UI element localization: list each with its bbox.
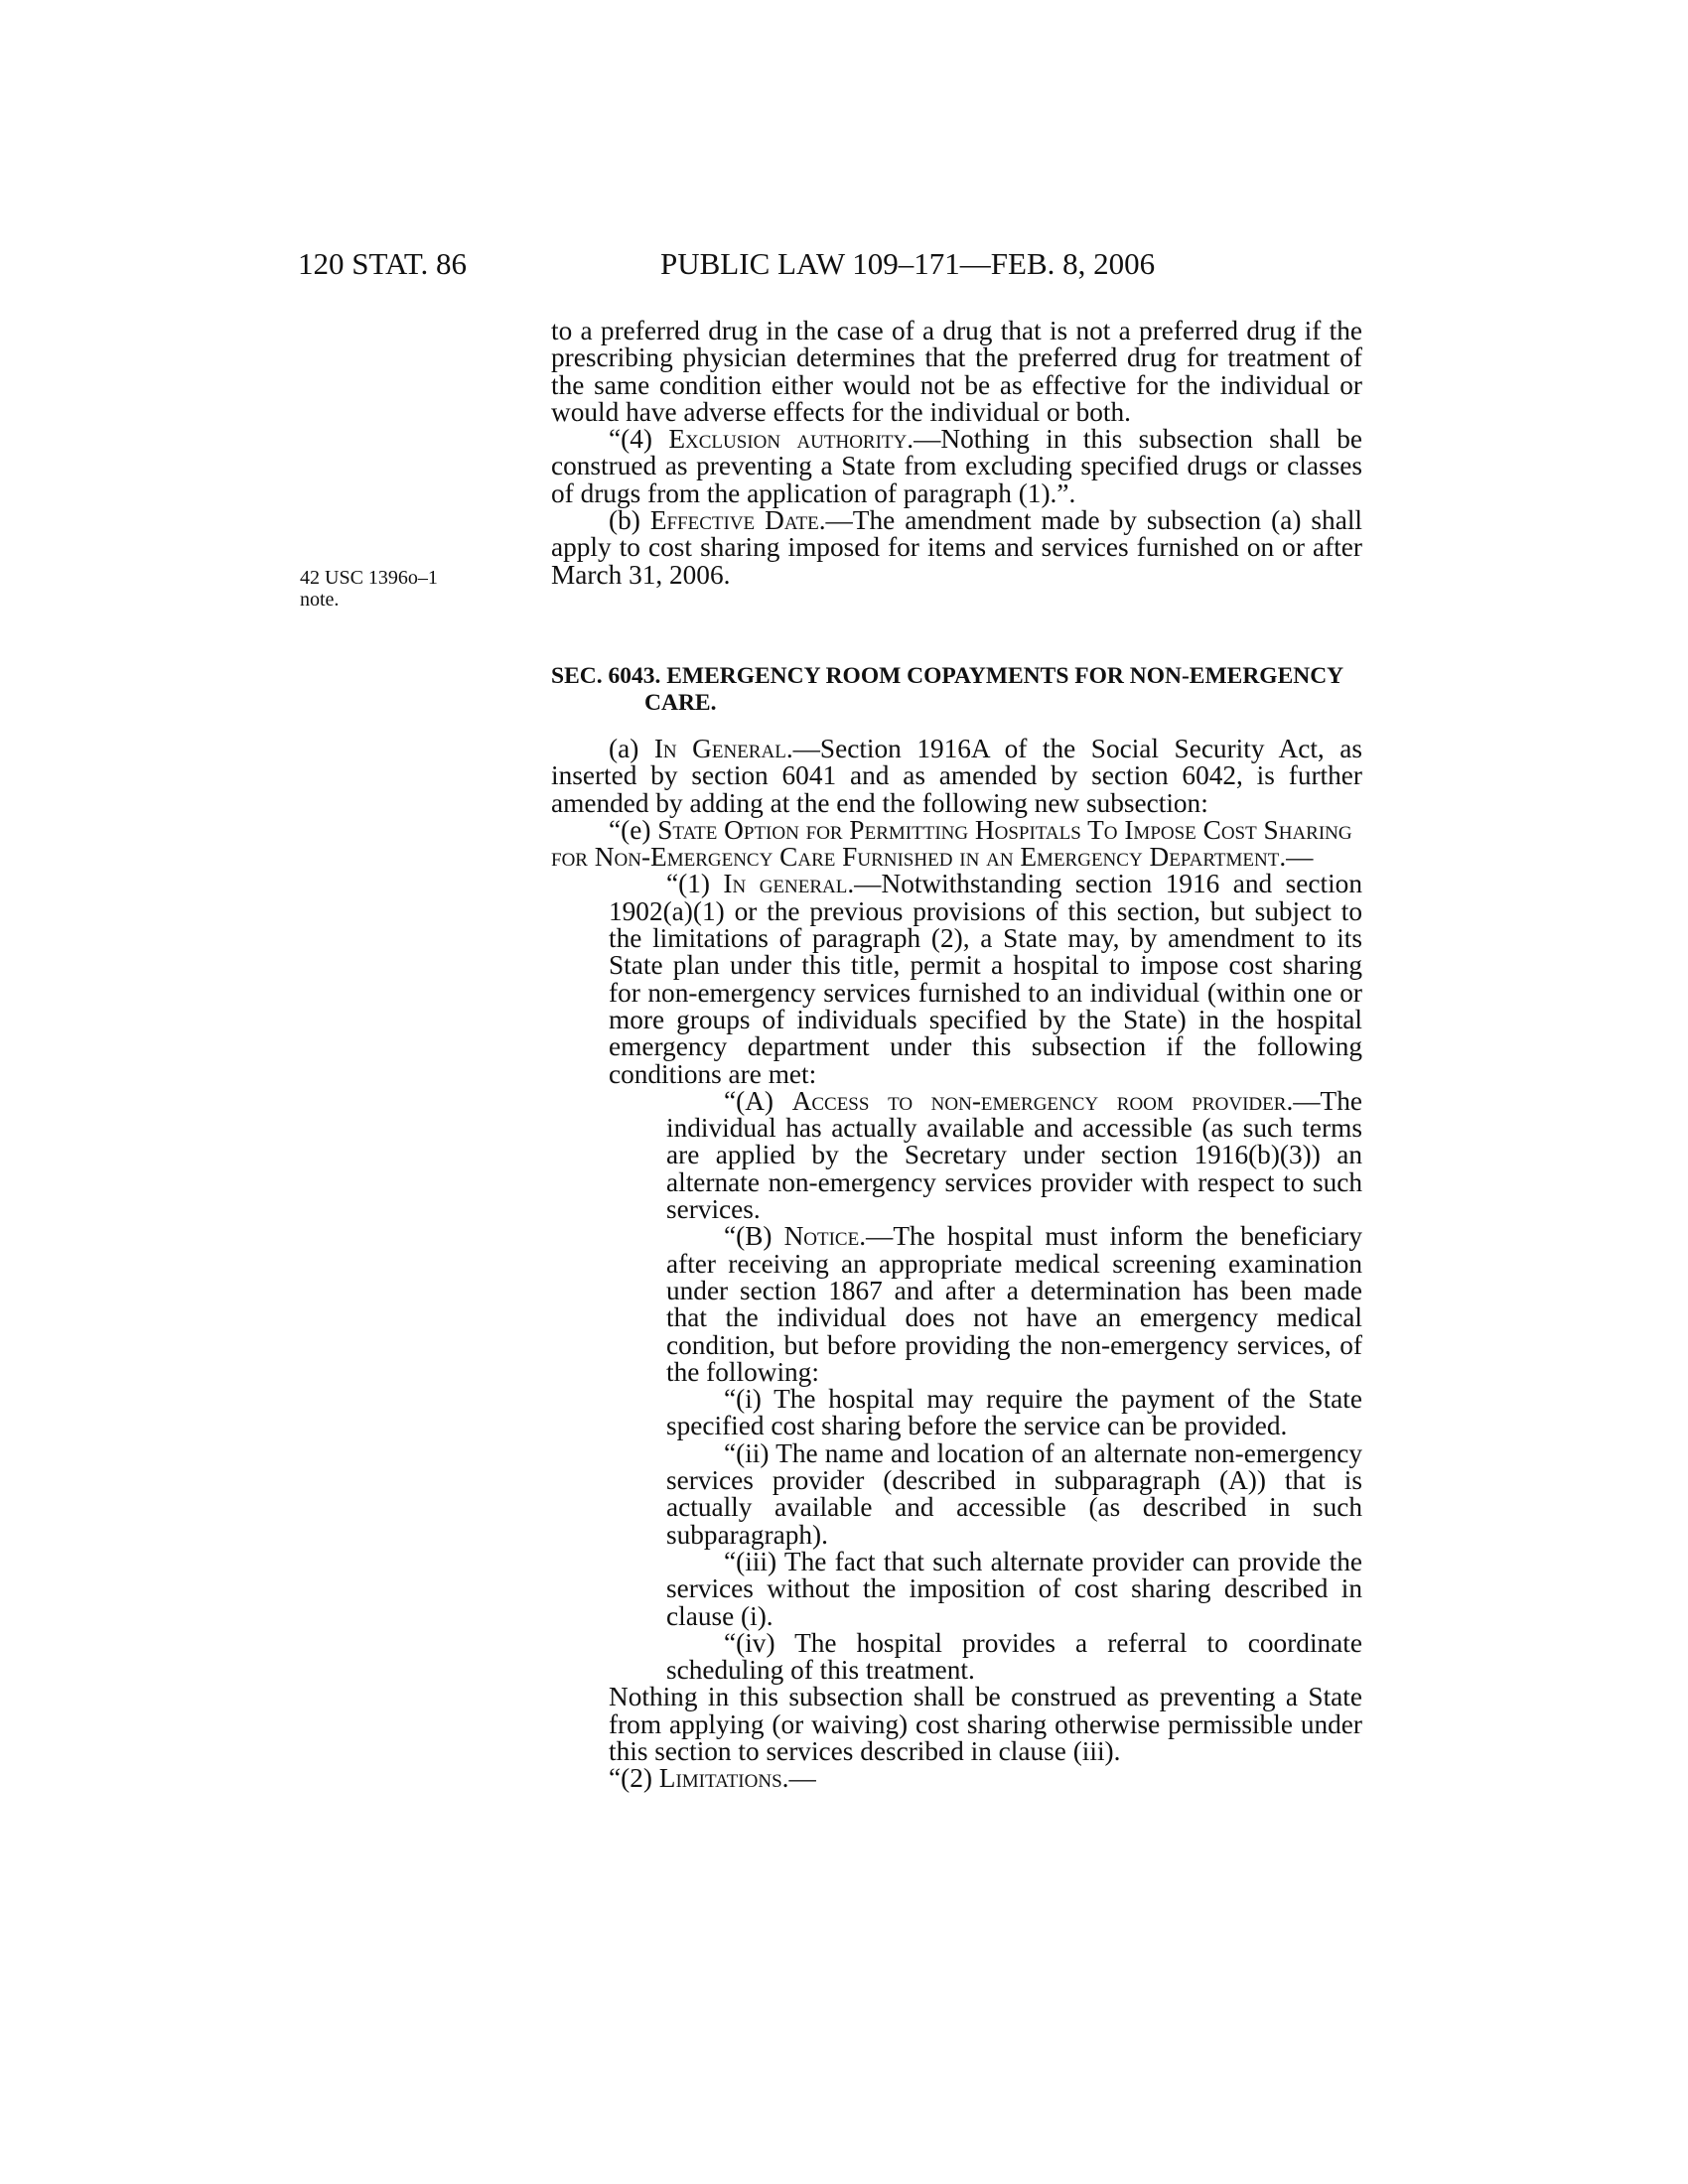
carryover-paragraph: to a preferred drug in the case of a drug that is not a preferred drug if the prescribing physician determines that the preferred drug for treatment of the same condition either would not be as effective for the individual or would have adverse effects for the individual or both. (551, 316, 1362, 427)
flush-paragraph: Nothing in this subsection shall be construed as preventing a State from applying (or waiving) cost sharing otherwise permissible under this section to services described in clause (iii). (609, 1682, 1362, 1766)
heading-limitations: Limitations (658, 1763, 782, 1794)
margin-note-label: note. (300, 589, 340, 611)
subsection-e-heading: “(e) State Option for Permitting Hospitals To Impose Cost Sharing for Non-Emergency Care Furnished in an Emergency Department.— (551, 814, 1352, 873)
paragraph-1-in-general: “(1) In general.—Notwithstanding section 1916 and section 1902(a)(1) or the previous provisions of this section, but subject to the limitations of paragraph (2), a State may, by amendment to its State plan under this title, permit a hospital to impose cost sharing for non-emergency services furnished to an individual (within one or more groups of individuals specified by the State) in the hospital emergency department under this subsection if the following conditions are met: (609, 869, 1362, 1089)
heading-notice: Notice (783, 1221, 860, 1252)
heading-state-option: State Option for Permitting Hospitals To Impose Cost Sharing for Non-Emergency Care Furnished in an Emergency Department (551, 814, 1352, 873)
section-heading-line-2: CARE. (644, 690, 717, 716)
subparagraph-a-access: “(A) Access to non-emergency room provider.—The individual has actually available and accessible (as such terms are applied by the Secretary under section 1916(b)(3)) an alternate non-emergency services provider with respect to such services. (666, 1085, 1362, 1225)
page-stat-reference: 120 STAT. 86 (298, 246, 468, 281)
clause-iv: “(iv) The hospital provides a referral to coordinate scheduling of this treatment. (666, 1627, 1362, 1686)
paragraph-4-exclusion-authority: “(4) Exclusion authority.—Nothing in this subsection shall be construed as preventing a State from excluding specified drugs or classes of drugs from the application of paragraph (1).”. (551, 424, 1362, 508)
clause-i: “(i) The hospital may require the payment of the State specified cost sharing before the service can be provided. (666, 1384, 1362, 1441)
text-block-2 (551, 736, 1362, 1793)
running-header: PUBLIC LAW 109–171—FEB. 8, 2006 (660, 246, 1156, 281)
subparagraph-b-notice: “(B) Notice.—The hospital must inform the beneficiary after receiving an appropriate medical screening examination under section 1867 and after a determination has been made that the individual does not have an emergency medical condition, but before providing the non-emergency services, of the following: (666, 1221, 1362, 1387)
margin-citation-note (300, 567, 438, 611)
section-heading-line-1: SEC. 6043. EMERGENCY ROOM COPAYMENTS FOR NON-EMERGENCY (551, 663, 1344, 689)
heading-access: Access to non-emergency room provider (791, 1085, 1287, 1116)
heading-exclusion-authority: Exclusion authority (668, 424, 908, 455)
heading-effective-date: Effective Date (649, 505, 819, 536)
clause-ii: “(ii) The name and location of an alternate non-emergency services provider (described in subparagraph (A)) that is actually available and accessible (as described in such subparagraph). (666, 1437, 1362, 1550)
clause-iii: “(iii) The fact that such alternate provider can provide the services without the imposition of cost sharing described in clause (i). (666, 1546, 1362, 1631)
paragraph-2-limitations: “(2) Limitations.— (609, 1763, 816, 1794)
margin-note-citation: 42 USC 1396o–1 (300, 567, 438, 589)
heading-paragraph-1: In general (723, 869, 848, 899)
subsection-a-in-general: (a) In General.—Section 1916A of the Social Security Act, as inserted by section 6041 and as amended by section 6042, is further amended by adding at the end the following new subsection: (551, 734, 1362, 818)
text-block-1 (551, 318, 1362, 589)
section-heading (551, 663, 1362, 717)
heading-in-general: In General (653, 734, 786, 763)
subsection-b-effective-date: (b) Effective Date.—The amendment made by subsection (a) shall apply to cost sharing imposed for items and services furnished on or after March 31, 2006. (551, 505, 1362, 590)
